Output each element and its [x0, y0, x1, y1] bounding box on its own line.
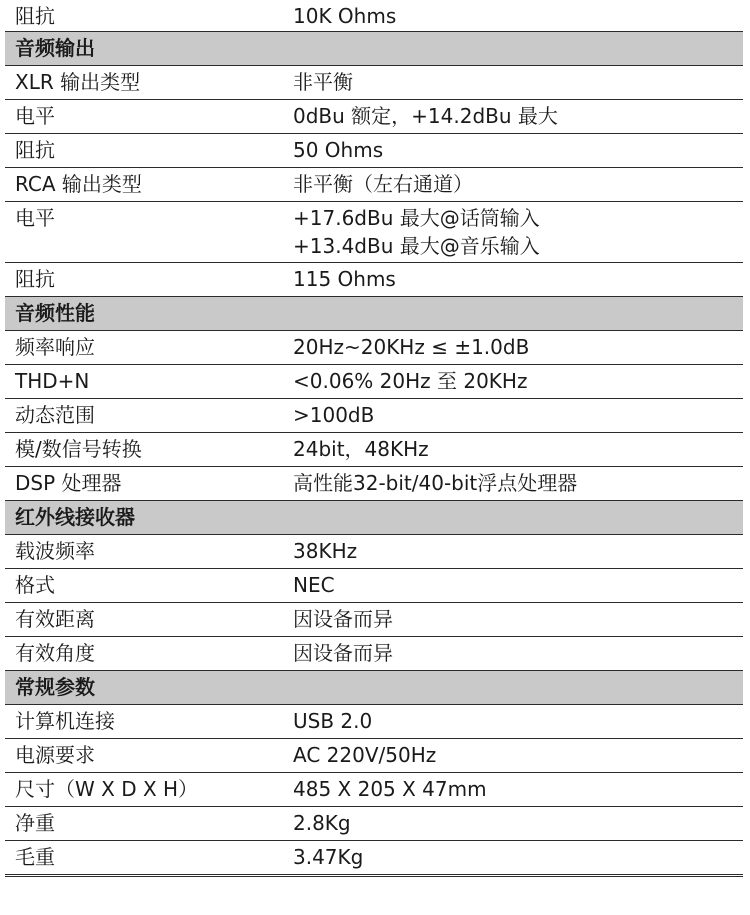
spec-value-line: AC 220V/50Hz [293, 743, 437, 767]
spec-label: DSP 处理器 [15, 471, 122, 495]
spec-row [5, 263, 743, 297]
spec-row [5, 399, 743, 433]
spec-value [285, 263, 743, 296]
spec-value-line: 2.8Kg [293, 811, 351, 835]
spec-value [285, 467, 743, 500]
spec-value [285, 365, 743, 398]
spec-value [285, 134, 743, 167]
spec-value [285, 168, 743, 201]
spec-label: 模/数信号转换 [15, 437, 142, 461]
spec-label: 有效距离 [15, 607, 95, 631]
spec-label: 尺寸（W X D X H） [15, 777, 199, 801]
spec-value-line: 20Hz~20KHz ≤ ±1.0dB [293, 335, 530, 359]
spec-value [285, 603, 743, 636]
spec-label: 动态范围 [15, 403, 95, 427]
spec-label: 阻抗 [15, 267, 55, 291]
spec-label: THD+N [15, 369, 90, 393]
spec-row [5, 0, 743, 32]
spec-value-line: 因设备而异 [293, 641, 393, 665]
spec-row [5, 535, 743, 569]
spec-row [5, 202, 743, 263]
spec-label: 频率响应 [15, 335, 95, 359]
spec-value [285, 807, 743, 840]
spec-value-line: NEC [293, 573, 335, 597]
spec-value-line: 485 X 205 X 47mm [293, 777, 487, 801]
spec-row [5, 100, 743, 134]
spec-value-line: 非平衡（左右通道） [293, 172, 473, 196]
spec-row [5, 603, 743, 637]
spec-row [5, 807, 743, 841]
spec-row [5, 773, 743, 807]
spec-value [285, 433, 743, 466]
spec-value [285, 773, 743, 806]
spec-value-line: <0.06% 20Hz 至 20KHz [293, 369, 528, 393]
spec-row [5, 569, 743, 603]
spec-row [5, 168, 743, 202]
spec-value [285, 0, 743, 31]
spec-row [5, 637, 743, 671]
spec-row [5, 739, 743, 773]
spec-label: XLR 输出类型 [15, 70, 141, 94]
spec-row [5, 433, 743, 467]
spec-label: 电平 [15, 206, 55, 230]
spec-label: 计算机连接 [15, 709, 115, 733]
spec-label: 电平 [15, 104, 55, 128]
section-header: 常规参数 [5, 671, 743, 705]
spec-value-line: +13.4dBu 最大@音乐输入 [293, 234, 540, 258]
spec-value [285, 841, 743, 874]
spec-value [285, 100, 743, 133]
spec-value [285, 535, 743, 568]
spec-value-line: 3.47Kg [293, 845, 364, 869]
section-header: 红外线接收器 [5, 501, 743, 535]
spec-value [285, 399, 743, 432]
table-bottom-rule [5, 876, 743, 877]
spec-label: 阻抗 [15, 4, 55, 28]
spec-value-line: +17.6dBu 最大@话筒输入 [293, 206, 540, 230]
spec-value-line: USB 2.0 [293, 709, 373, 733]
spec-row [5, 66, 743, 100]
spec-value [285, 331, 743, 364]
spec-value [285, 739, 743, 772]
spec-label: 阻抗 [15, 138, 55, 162]
spec-value [285, 569, 743, 602]
spec-label: 净重 [15, 811, 55, 835]
spec-value-line: 0dBu 额定，+14.2dBu 最大 [293, 104, 558, 128]
spec-label: 载波频率 [15, 539, 95, 563]
spec-row [5, 331, 743, 365]
spec-row [5, 841, 743, 875]
spec-value [285, 637, 743, 670]
spec-row [5, 467, 743, 501]
spec-value-line: 115 Ohms [293, 267, 396, 291]
spec-value-line: 高性能32-bit/40-bit浮点处理器 [293, 471, 578, 495]
spec-value [285, 202, 743, 262]
spec-value-line: 50 Ohms [293, 138, 384, 162]
spec-value [285, 66, 743, 99]
spec-label: RCA 输出类型 [15, 172, 142, 196]
spec-label: 电源要求 [15, 743, 95, 767]
spec-value-line: 10K Ohms [293, 4, 397, 28]
spec-row [5, 705, 743, 739]
spec-value-line: 24bit，48KHz [293, 437, 429, 461]
spec-row [5, 365, 743, 399]
section-header: 音频性能 [5, 297, 743, 331]
spec-value-line: >100dB [293, 403, 375, 427]
spec-value [285, 705, 743, 738]
spec-row [5, 134, 743, 168]
spec-table [5, 0, 743, 875]
section-header: 音频输出 [5, 32, 743, 66]
spec-label: 毛重 [15, 845, 55, 869]
spec-value-line: 38KHz [293, 539, 358, 563]
spec-value-line: 因设备而异 [293, 607, 393, 631]
spec-value-line: 非平衡 [293, 70, 353, 94]
spec-label: 有效角度 [15, 641, 95, 665]
spec-label: 格式 [15, 573, 55, 597]
